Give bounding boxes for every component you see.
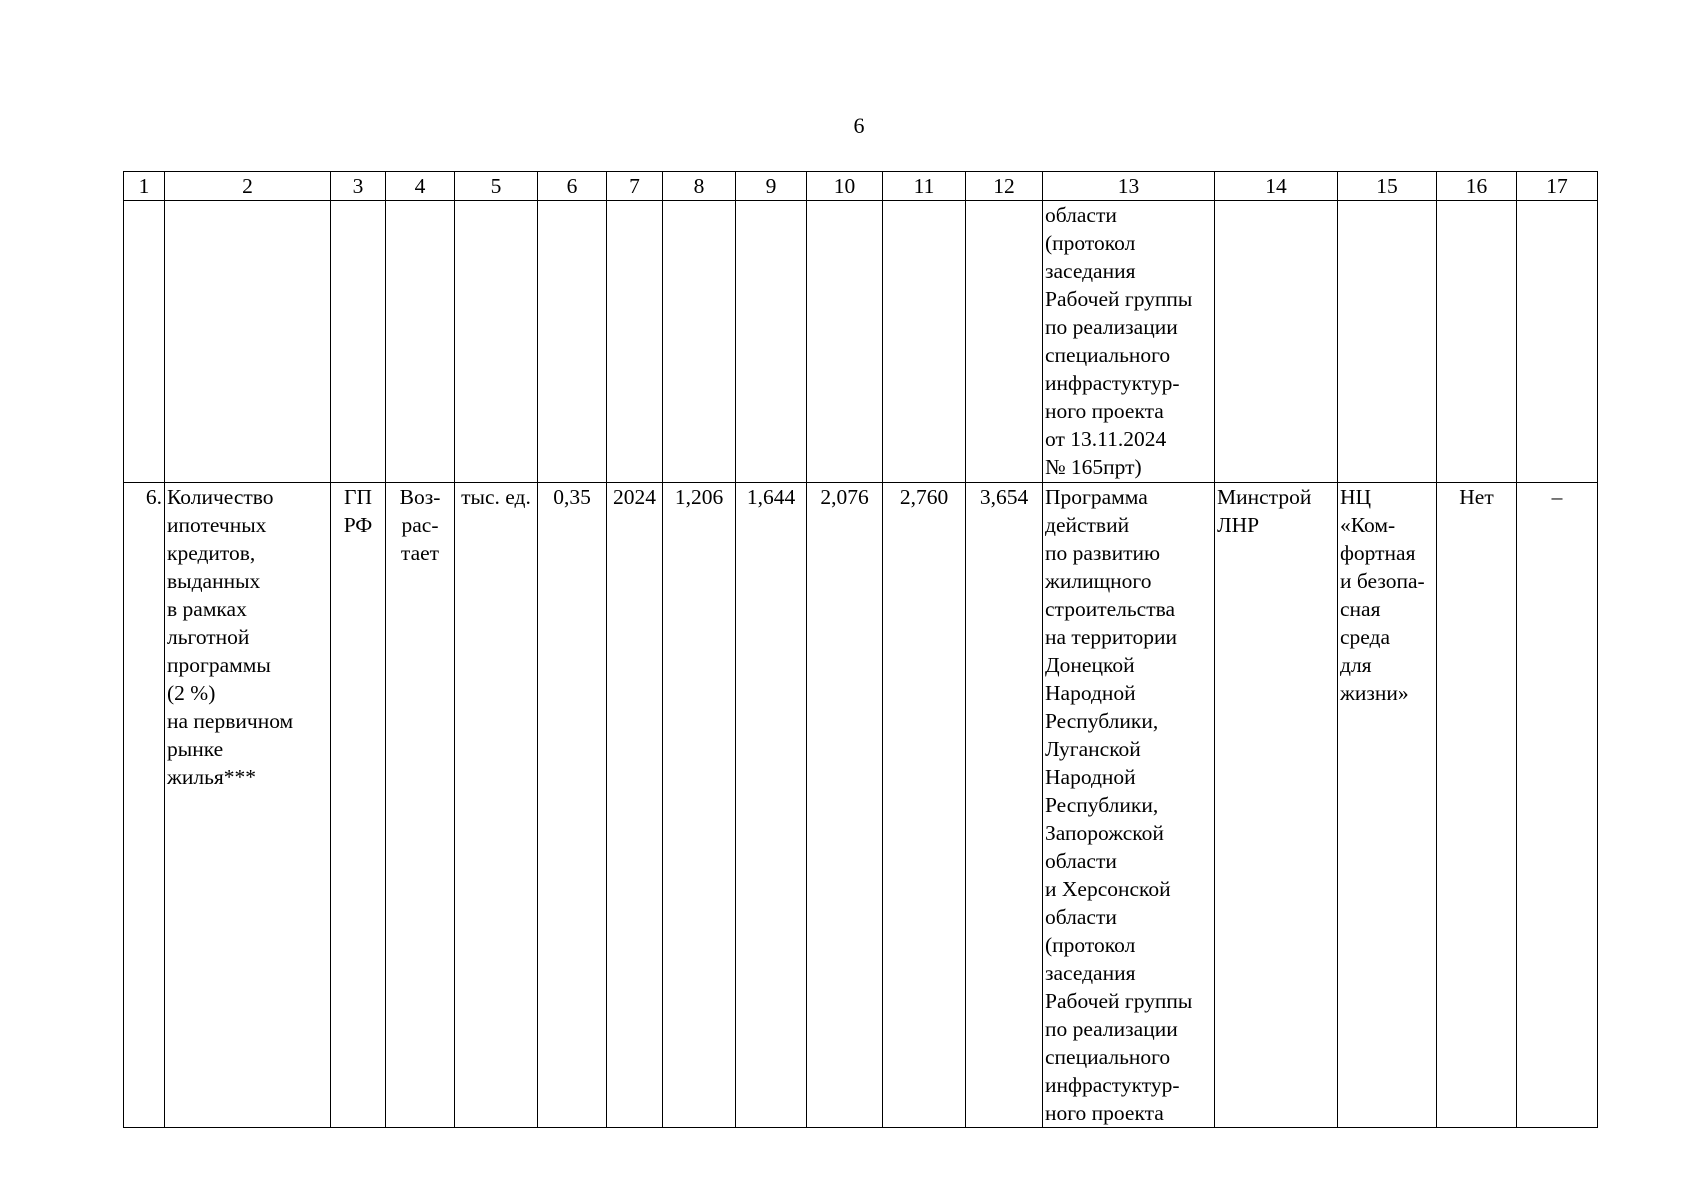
column-number-row [124, 172, 1598, 201]
unit: тыс. ед. [461, 485, 531, 509]
column-number: 14 [1215, 172, 1338, 201]
basis-document-cell [1043, 201, 1215, 483]
column-number: 9 [736, 172, 807, 201]
trend: Воз- рас- тает [399, 485, 441, 565]
table-row-continued [124, 201, 1598, 483]
trend-cell [386, 483, 455, 1128]
flag: Нет [1459, 485, 1494, 509]
info-system: – [1551, 485, 1563, 509]
value-2026: 1,644 [746, 485, 796, 509]
column-number: 5 [455, 172, 538, 201]
table-cell [883, 201, 966, 483]
info-system-cell [1517, 483, 1598, 1128]
base-value-cell [538, 483, 607, 1128]
national-project: НЦ «Ком- фортная и безопа- сная среда для жизни» [1340, 485, 1425, 705]
table-cell [1517, 201, 1598, 483]
value-2025: 1,206 [674, 485, 724, 509]
column-number: 3 [331, 172, 386, 201]
value-cell [736, 483, 807, 1128]
value-cell [883, 483, 966, 1128]
column-number: 1 [124, 172, 165, 201]
row-number: 6. [145, 485, 162, 509]
value-cell [966, 483, 1043, 1128]
table-cell [736, 201, 807, 483]
value-cell [807, 483, 883, 1128]
indicator-name: Количество ипотечных кредитов, выданных в рамках льготной программы (2 %) на первичном рынке жилья*** [167, 485, 294, 789]
column-number: 17 [1517, 172, 1598, 201]
flag-cell [1437, 483, 1517, 1128]
base-year: 2024 [613, 485, 656, 509]
national-project-cell [1338, 483, 1437, 1128]
basis-document-text: Программа действий по развитию жилищного строительства на территории Донецкой Народной Республики, Луганской Народной Республики, Запорожской области и Херсонской области (протокол заседания Рабочей группы по реализации специального инфрастуктур- ного проекта [1045, 485, 1193, 1125]
column-number: 10 [807, 172, 883, 201]
column-number: 15 [1338, 172, 1437, 201]
value-2028: 2,760 [899, 485, 949, 509]
column-number: 8 [663, 172, 736, 201]
table-cell [455, 201, 538, 483]
table-cell [663, 201, 736, 483]
table-cell [1437, 201, 1517, 483]
page-number: 6 [853, 113, 865, 138]
column-number: 16 [1437, 172, 1517, 201]
basis-document-text: области (протокол заседания Рабочей группы по реализации специального инфрастуктур- ного проекта от 13.11.2024 № 165прт) [1045, 203, 1193, 479]
basis-document-cell [1043, 483, 1215, 1128]
table-cell [1338, 201, 1437, 483]
table-cell [386, 201, 455, 483]
base-year-cell [607, 483, 663, 1128]
indicator-table [123, 171, 1598, 1128]
column-number: 13 [1043, 172, 1215, 201]
table-cell [607, 201, 663, 483]
table-cell [538, 201, 607, 483]
indicator-name-cell [165, 483, 331, 1128]
column-number: 11 [883, 172, 966, 201]
row-number-cell [124, 483, 165, 1128]
table-cell [165, 201, 331, 483]
value-2027: 2,076 [820, 485, 869, 509]
column-number: 4 [386, 172, 455, 201]
unit-cell [455, 483, 538, 1128]
table-cell [331, 201, 386, 483]
column-number: 2 [165, 172, 331, 201]
base-value: 0,35 [553, 485, 591, 509]
table-cell [1215, 201, 1338, 483]
value-2029: 3,654 [979, 485, 1029, 509]
value-cell [663, 483, 736, 1128]
column-number: 7 [607, 172, 663, 201]
responsible: Минстрой ЛНР [1217, 485, 1312, 537]
level-cell [331, 483, 386, 1128]
column-number: 6 [538, 172, 607, 201]
table-cell [966, 201, 1043, 483]
column-number: 12 [966, 172, 1043, 201]
responsible-cell [1215, 483, 1338, 1128]
table-row-6 [124, 483, 1598, 1128]
table-cell [807, 201, 883, 483]
level: ГП РФ [343, 485, 373, 537]
table-cell [124, 201, 165, 483]
